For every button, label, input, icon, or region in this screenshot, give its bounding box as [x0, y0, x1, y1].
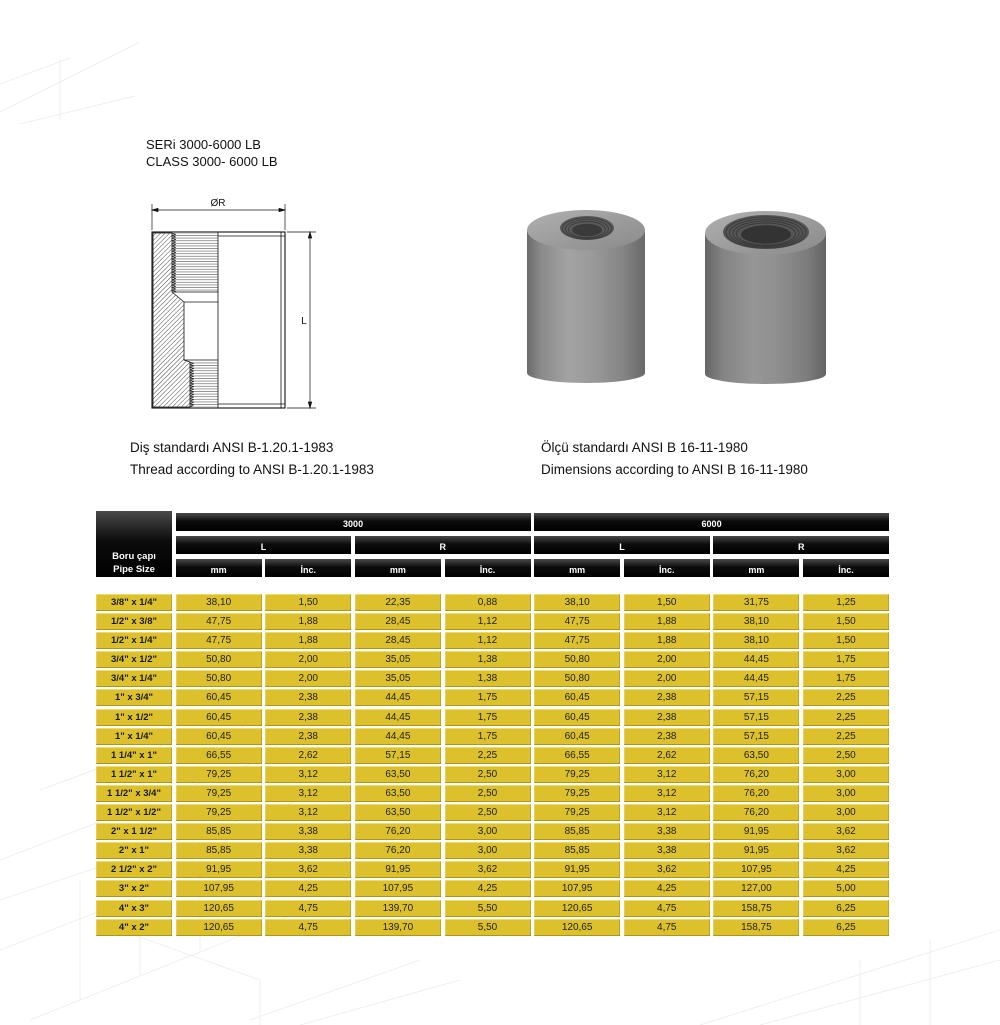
dimension-header: L — [176, 536, 352, 554]
value-cell: 44,45 — [355, 709, 441, 726]
value-cell: 158,75 — [713, 900, 799, 917]
value-cell: 4,75 — [624, 900, 710, 917]
coupling-photo-small — [527, 210, 645, 383]
value-cell: 2,00 — [624, 670, 710, 687]
lower-thread-profile — [190, 362, 194, 407]
value-cell: 2,50 — [445, 766, 531, 783]
value-cell: 3,00 — [803, 804, 889, 821]
value-cell: 79,25 — [534, 804, 620, 821]
length-label: L — [301, 316, 307, 327]
value-cell: 2,25 — [803, 728, 889, 745]
unit-header: İnc. — [624, 559, 710, 577]
value-cell: 2,00 — [624, 651, 710, 668]
value-cell: 60,45 — [176, 728, 262, 745]
value-cell: 66,55 — [176, 747, 262, 764]
value-cell: 57,15 — [713, 709, 799, 726]
value-cell: 1,50 — [624, 594, 710, 611]
value-cell: 3,38 — [265, 842, 351, 859]
value-cell: 2,38 — [624, 709, 710, 726]
value-cell: 28,45 — [355, 632, 441, 649]
value-cell: 0,88 — [445, 594, 531, 611]
value-cell: 107,95 — [713, 861, 799, 878]
value-cell: 60,45 — [534, 728, 620, 745]
value-cell: 3,62 — [445, 861, 531, 878]
unit-header: İnc. — [803, 559, 889, 577]
value-cell: 57,15 — [713, 728, 799, 745]
thread-standard-tr: Diş standardı ANSI B-1.20.1-1983 — [130, 440, 334, 455]
value-cell: 35,05 — [355, 670, 441, 687]
value-cell: 1,50 — [803, 632, 889, 649]
value-cell: 1,75 — [445, 728, 531, 745]
pipe-size-header-tr: Boru çapı — [112, 551, 156, 562]
value-cell: 91,95 — [176, 861, 262, 878]
pipe-size-cell: 1/2" x 3/8" — [96, 613, 172, 630]
pipe-size-header-en: Pipe Size — [113, 564, 155, 575]
value-cell: 76,20 — [713, 804, 799, 821]
value-cell: 3,00 — [803, 785, 889, 802]
value-cell: 3,62 — [803, 823, 889, 840]
value-cell: 60,45 — [534, 689, 620, 706]
pipe-size-cell: 1" x 1/2" — [96, 709, 172, 726]
pipe-size-header — [96, 511, 172, 577]
value-cell: 91,95 — [713, 842, 799, 859]
dimension-standard-caption — [541, 437, 808, 481]
value-cell: 1,75 — [445, 689, 531, 706]
value-cell: 3,12 — [265, 766, 351, 783]
value-cell: 76,20 — [713, 766, 799, 783]
product-photos — [515, 195, 845, 395]
value-cell: 57,15 — [713, 689, 799, 706]
coupling-photo-large — [705, 211, 826, 384]
value-cell: 2,25 — [445, 747, 531, 764]
value-cell: 44,45 — [713, 670, 799, 687]
class-header-3000: 3000 — [176, 513, 531, 531]
value-cell: 63,50 — [355, 766, 441, 783]
series-title — [146, 136, 278, 170]
value-cell: 2,62 — [265, 747, 351, 764]
series-title-tr: SERi 3000-6000 LB — [146, 137, 261, 152]
value-cell: 2,00 — [265, 651, 351, 668]
value-cell: 44,45 — [355, 689, 441, 706]
value-cell: 127,00 — [713, 880, 799, 897]
value-cell: 2,25 — [803, 689, 889, 706]
value-cell: 2,38 — [265, 709, 351, 726]
value-cell: 1,88 — [265, 613, 351, 630]
thread-standard-caption — [130, 437, 374, 481]
value-cell: 47,75 — [176, 632, 262, 649]
value-cell: 1,75 — [803, 670, 889, 687]
pipe-size-cell: 1 1/2" x 1/2" — [96, 804, 172, 821]
value-cell: 4,75 — [265, 919, 351, 936]
value-cell: 120,65 — [534, 919, 620, 936]
value-cell: 3,12 — [624, 804, 710, 821]
value-cell: 1,75 — [803, 651, 889, 668]
value-cell: 85,85 — [534, 842, 620, 859]
value-cell: 4,75 — [624, 919, 710, 936]
value-cell: 3,38 — [624, 842, 710, 859]
value-cell: 63,50 — [713, 747, 799, 764]
value-cell: 3,62 — [624, 861, 710, 878]
value-cell: 50,80 — [534, 670, 620, 687]
coupling-section-drawing — [140, 190, 325, 415]
pipe-size-cell: 2" x 1 1/2" — [96, 823, 172, 840]
value-cell: 60,45 — [534, 709, 620, 726]
pipe-size-cell: 1/2" x 1/4" — [96, 632, 172, 649]
dimension-standard-tr: Ölçü standardı ANSI B 16-11-1980 — [541, 440, 748, 455]
value-cell: 1,25 — [803, 594, 889, 611]
value-cell: 50,80 — [534, 651, 620, 668]
value-cell: 79,25 — [534, 785, 620, 802]
value-cell: 38,10 — [534, 594, 620, 611]
value-cell: 2,38 — [624, 689, 710, 706]
value-cell: 107,95 — [355, 880, 441, 897]
unit-header: mm — [713, 559, 799, 577]
value-cell: 85,85 — [534, 823, 620, 840]
value-cell: 91,95 — [713, 823, 799, 840]
unit-header: mm — [355, 559, 441, 577]
value-cell: 5,00 — [803, 880, 889, 897]
value-cell: 47,75 — [534, 632, 620, 649]
value-cell: 3,00 — [445, 842, 531, 859]
value-cell: 47,75 — [534, 613, 620, 630]
value-cell: 44,45 — [713, 651, 799, 668]
pipe-size-cell: 3/4" x 1/2" — [96, 651, 172, 668]
value-cell: 60,45 — [176, 689, 262, 706]
upper-thread-profile — [172, 233, 176, 292]
value-cell: 63,50 — [355, 785, 441, 802]
value-cell: 4,25 — [803, 861, 889, 878]
value-cell: 57,15 — [355, 747, 441, 764]
pipe-size-cell: 3" x 2" — [96, 880, 172, 897]
value-cell: 38,10 — [713, 632, 799, 649]
value-cell: 4,25 — [265, 880, 351, 897]
dimension-header: L — [534, 536, 710, 554]
unit-header: mm — [534, 559, 620, 577]
value-cell: 2,00 — [265, 670, 351, 687]
thread-standard-en: Thread according to ANSI B-1.20.1-1983 — [130, 462, 374, 477]
value-cell: 5,50 — [445, 900, 531, 917]
pipe-size-cell: 1" x 3/4" — [96, 689, 172, 706]
value-cell: 31,75 — [713, 594, 799, 611]
value-cell: 47,75 — [176, 613, 262, 630]
value-cell: 3,00 — [445, 823, 531, 840]
value-cell: 79,25 — [176, 766, 262, 783]
value-cell: 2,38 — [265, 689, 351, 706]
pipe-size-cell: 4" x 2" — [96, 919, 172, 936]
value-cell: 28,45 — [355, 613, 441, 630]
value-cell: 3,12 — [265, 785, 351, 802]
value-cell: 107,95 — [176, 880, 262, 897]
value-cell: 50,80 — [176, 670, 262, 687]
value-cell: 3,38 — [624, 823, 710, 840]
pipe-size-cell: 1 1/4" x 1" — [96, 747, 172, 764]
unit-header: mm — [176, 559, 262, 577]
value-cell: 79,25 — [176, 785, 262, 802]
dimension-header: R — [355, 536, 531, 554]
value-cell: 1,12 — [445, 613, 531, 630]
value-cell: 120,65 — [176, 919, 262, 936]
value-cell: 85,85 — [176, 823, 262, 840]
value-cell: 60,45 — [176, 709, 262, 726]
value-cell: 2,62 — [624, 747, 710, 764]
value-cell: 3,62 — [803, 842, 889, 859]
value-cell: 3,38 — [265, 823, 351, 840]
value-cell: 2,38 — [624, 728, 710, 745]
value-cell: 38,10 — [176, 594, 262, 611]
value-cell: 2,50 — [445, 804, 531, 821]
value-cell: 91,95 — [355, 861, 441, 878]
value-cell: 3,12 — [624, 766, 710, 783]
dimension-header: R — [713, 536, 889, 554]
value-cell: 139,70 — [355, 919, 441, 936]
dimension-standard-en: Dimensions according to ANSI B 16-11-1980 — [541, 462, 808, 477]
value-cell: 4,25 — [445, 880, 531, 897]
value-cell: 79,25 — [534, 766, 620, 783]
value-cell: 3,00 — [803, 766, 889, 783]
value-cell: 158,75 — [713, 919, 799, 936]
pipe-size-cell: 2 1/2" x 2" — [96, 861, 172, 878]
value-cell: 1,38 — [445, 670, 531, 687]
pipe-size-cell: 1 1/2" x 1" — [96, 766, 172, 783]
pipe-size-cell: 4" x 3" — [96, 900, 172, 917]
value-cell: 1,88 — [265, 632, 351, 649]
value-cell: 76,20 — [713, 785, 799, 802]
value-cell: 79,25 — [176, 804, 262, 821]
value-cell: 1,75 — [445, 709, 531, 726]
value-cell: 3,62 — [265, 861, 351, 878]
value-cell: 35,05 — [355, 651, 441, 668]
value-cell: 1,38 — [445, 651, 531, 668]
value-cell: 44,45 — [355, 728, 441, 745]
value-cell: 3,12 — [624, 785, 710, 802]
value-cell: 66,55 — [534, 747, 620, 764]
value-cell: 1,12 — [445, 632, 531, 649]
lower-thread — [190, 362, 218, 407]
value-cell: 4,75 — [265, 900, 351, 917]
class-header-6000: 6000 — [534, 513, 889, 531]
value-cell: 1,88 — [624, 613, 710, 630]
pipe-size-cell: 3/8" x 1/4" — [96, 594, 172, 611]
value-cell: 4,25 — [624, 880, 710, 897]
pipe-size-cell: 3/4" x 1/4" — [96, 670, 172, 687]
value-cell: 2,50 — [803, 747, 889, 764]
pipe-size-cell: 1 1/2" x 3/4" — [96, 785, 172, 802]
pipe-size-cell: 2" x 1" — [96, 842, 172, 859]
value-cell: 5,50 — [445, 919, 531, 936]
value-cell: 120,65 — [176, 900, 262, 917]
value-cell: 1,88 — [624, 632, 710, 649]
table-header — [96, 511, 889, 577]
value-cell: 22,35 — [355, 594, 441, 611]
table-body — [96, 594, 889, 936]
value-cell: 38,10 — [713, 613, 799, 630]
value-cell: 76,20 — [355, 823, 441, 840]
value-cell: 1,50 — [265, 594, 351, 611]
value-cell: 2,25 — [803, 709, 889, 726]
value-cell: 6,25 — [803, 900, 889, 917]
value-cell: 3,12 — [265, 804, 351, 821]
value-cell: 1,50 — [803, 613, 889, 630]
value-cell: 120,65 — [534, 900, 620, 917]
value-cell: 63,50 — [355, 804, 441, 821]
value-cell: 107,95 — [534, 880, 620, 897]
value-cell: 91,95 — [534, 861, 620, 878]
value-cell: 50,80 — [176, 651, 262, 668]
diameter-label: ØR — [210, 198, 226, 209]
value-cell: 2,38 — [265, 728, 351, 745]
upper-thread — [172, 233, 218, 292]
value-cell: 6,25 — [803, 919, 889, 936]
value-cell: 85,85 — [176, 842, 262, 859]
value-cell: 139,70 — [355, 900, 441, 917]
value-cell: 2,50 — [445, 785, 531, 802]
value-cell: 76,20 — [355, 842, 441, 859]
unit-header: İnc. — [265, 559, 351, 577]
pipe-size-cell: 1" x 1/4" — [96, 728, 172, 745]
unit-header: İnc. — [445, 559, 531, 577]
class-title-en: CLASS 3000- 6000 LB — [146, 154, 278, 169]
